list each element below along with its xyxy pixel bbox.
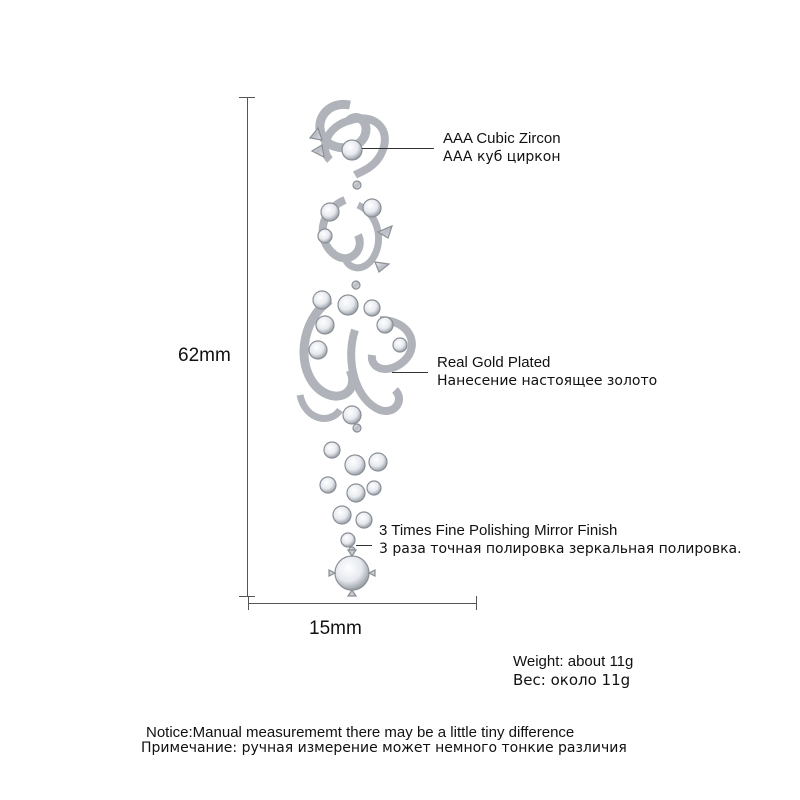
width-dimension-label: 15mm <box>309 618 362 639</box>
earring-drop-stone <box>329 550 375 596</box>
gold-label-ru: Нанесение настоящее золото <box>437 373 658 389</box>
zircon-label-en: AAA Cubic Zircon <box>443 130 561 147</box>
weight-label-en: Weight: about 11g <box>513 653 634 670</box>
height-dimension-top-tick <box>239 97 255 98</box>
earring-top-stud <box>310 104 385 189</box>
polish-label-ru: 3 раза точная полировка зеркальная полировка. <box>379 541 742 557</box>
width-dimension-right-tick <box>476 596 477 610</box>
notice-en: Notice:Manual measurememt there may be a little tiny difference <box>146 724 575 741</box>
width-dimension-left-tick <box>248 596 249 610</box>
polish-label-en: 3 Times Fine Polishing Mirror Finish <box>379 522 618 539</box>
notice-ru: Примечание: ручная измерение может немного тонкие различия <box>141 740 627 756</box>
polish-leader-line <box>356 545 372 546</box>
earring-lower-cluster <box>320 442 387 553</box>
gold-leader-line <box>392 372 428 373</box>
height-dimension-bottom-tick <box>239 596 255 597</box>
earring-middle-swirl <box>318 199 392 289</box>
earring-central-cluster <box>300 291 412 432</box>
weight-label-ru: Вес: около 11g <box>513 671 631 689</box>
zircon-leader-line <box>362 148 434 149</box>
height-dimension-line <box>247 97 248 597</box>
width-dimension-line <box>248 603 476 604</box>
height-dimension-label: 62mm <box>178 345 231 366</box>
zircon-label-ru: AAA куб циркон <box>443 149 561 165</box>
gold-label-en: Real Gold Plated <box>437 354 551 371</box>
